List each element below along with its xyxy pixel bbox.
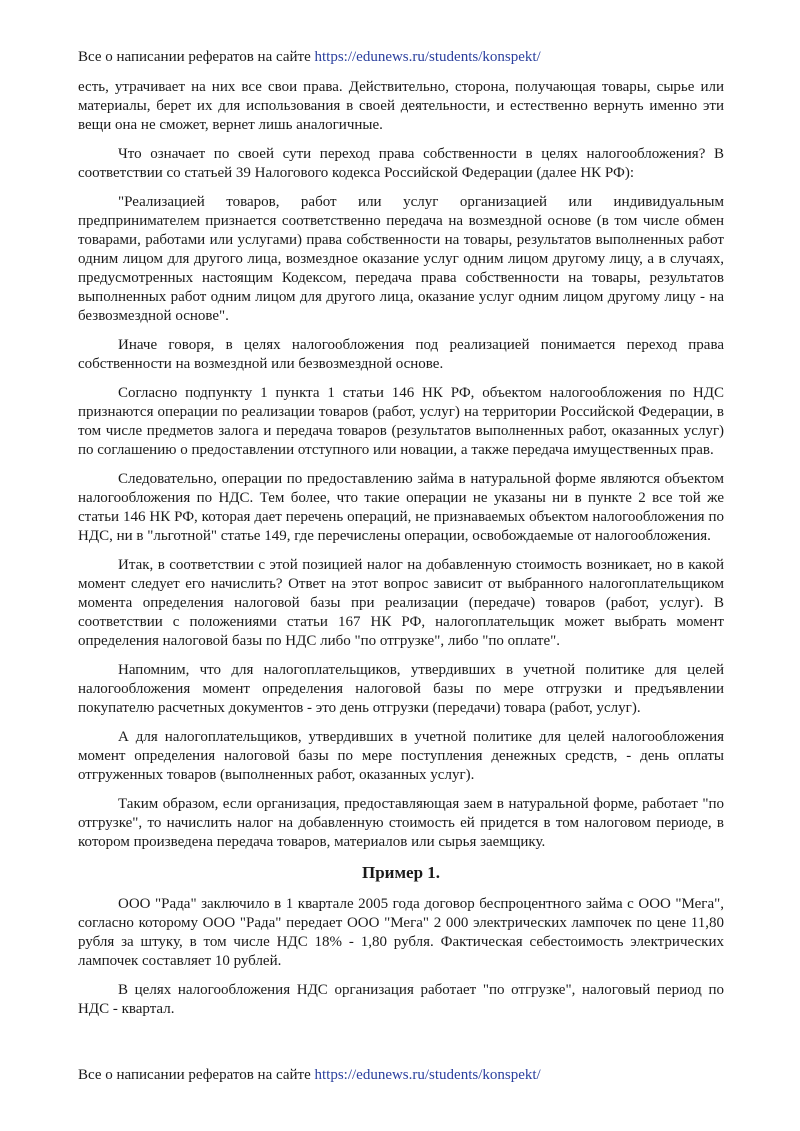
page-footer	[78, 1066, 541, 1085]
paragraph: Что означает по своей сути переход права собственности в целях налогообложения? В соответствии со статьей 39 Налогового кодекса Российской Федерации (далее НК РФ):	[78, 146, 724, 181]
paragraph: А для налогоплательщиков, утвердивших в учетной политике для целей налогообложения момент определения налоговой базы по мере поступления денежных средств, - день оплаты отгруженных товаров (выполненных работ, оказанных услуг).	[78, 729, 724, 783]
document-body	[78, 78, 724, 1029]
paragraph: Таким образом, если организация, предоставляющая заем в натуральной форме, работает "по отгрузке", то начислить налог на добавленную стоимость ей придется в том налоговом периоде, в котором произведена передача товаров, материалов или сырья заемщику.	[78, 796, 724, 850]
paragraph: Иначе говоря, в целях налогообложения под реализацией понимается переход права собственности на возмездной или безвозмездной основе.	[78, 337, 724, 372]
paragraph-continuation: есть, утрачивает на них все свои права. Действительно, сторона, получающая товары, сырье или материалы, берет их для использования в своей деятельности, и естественно вернуть именно эти вещи она не сможет, вернет лишь аналогичные.	[78, 79, 724, 133]
header-text: Все о написании рефератов на сайте	[78, 49, 315, 65]
paragraph: Итак, в соответствии с этой позицией налог на добавленную стоимость возникает, но в какой момент следует его начислить? Ответ на этот вопрос зависит от выбранного налогоплательщиком момента определения налоговой базы при реализации (передаче) товаров (работ, услуг). В соответствии с положениями статьи 167 НК РФ, налогоплательщик может выбрать момент определения налоговой базы по НДС либо "по отгрузке", либо "по оплате".	[78, 557, 724, 649]
example-heading: Пример 1.	[361, 863, 441, 882]
header-link[interactable]: https://edunews.ru/students/konspekt/	[314, 49, 541, 65]
paragraph: Следовательно, операции по предоставлению займа в натуральной форме являются объектом налогообложения по НДС. Тем более, что такие операции не указаны ни в пункте 2 все той же статьи 146 НК РФ, которая дает перечень операций, не признаваемых объектом налогообложения по НДС, ни в "льготной" статье 149, где перечислены операции, освобождаемые от налогообложения.	[78, 471, 724, 544]
footer-link[interactable]: https://edunews.ru/students/konspekt/	[314, 1067, 541, 1083]
footer-text: Все о написании рефератов на сайте	[78, 1067, 315, 1083]
paragraph: Согласно подпункту 1 пункта 1 статьи 146 НК РФ, объектом налогообложения по НДС признаются операции по реализации товаров (работ, услуг) на территории Российской Федерации, в том числе предметов залога и передача товаров (результатов выполненных работ, оказанных услуг) по соглашению о предоставлении отступного или новации, а также передача имущественных прав.	[78, 385, 724, 458]
example-paragraph: ООО "Рада" заключило в 1 квартале 2005 года договор беспроцентного займа с ООО "Мега", согласно которому ООО "Рада" передает ООО "Мега" 2 000 электрических лампочек по цене 11,80 рубля за штуку, в том числе НДС 18% - 1,80 рубля. Фактическая себестоимость электрических лампочек составляет 10 рублей.	[78, 896, 724, 969]
paragraph: Напомним, что для налогоплательщиков, утвердивших в учетной политике для целей налогообложения момент определения налоговой базы по мере отгрузки и предъявлении покупателю расчетных документов - это день отгрузки (передачи) товара (работ, услуг).	[78, 662, 724, 716]
quoted-paragraph: "Реализацией товаров, работ или услуг организацией или индивидуальным предпринимателем признается соответственно передача на возмездной основе (в том числе обмен товарами, работами или услугами) права собственности на товары, результатов выполненных работ одним лицом для другого лица, возмездное оказание услуг одним лицом другому лицу, а в случаях, предусмотренных настоящим Кодексом, передача права собственности на товары, результатов выполненных работ одним лицом для другого лица, оказание услуг одним лицом другому лицу - на безвозмездной основе".	[78, 194, 724, 324]
example-paragraph: В целях налогообложения НДС организация работает "по отгрузке", налоговый период по НДС - квартал.	[78, 982, 724, 1017]
page-header	[78, 48, 541, 67]
